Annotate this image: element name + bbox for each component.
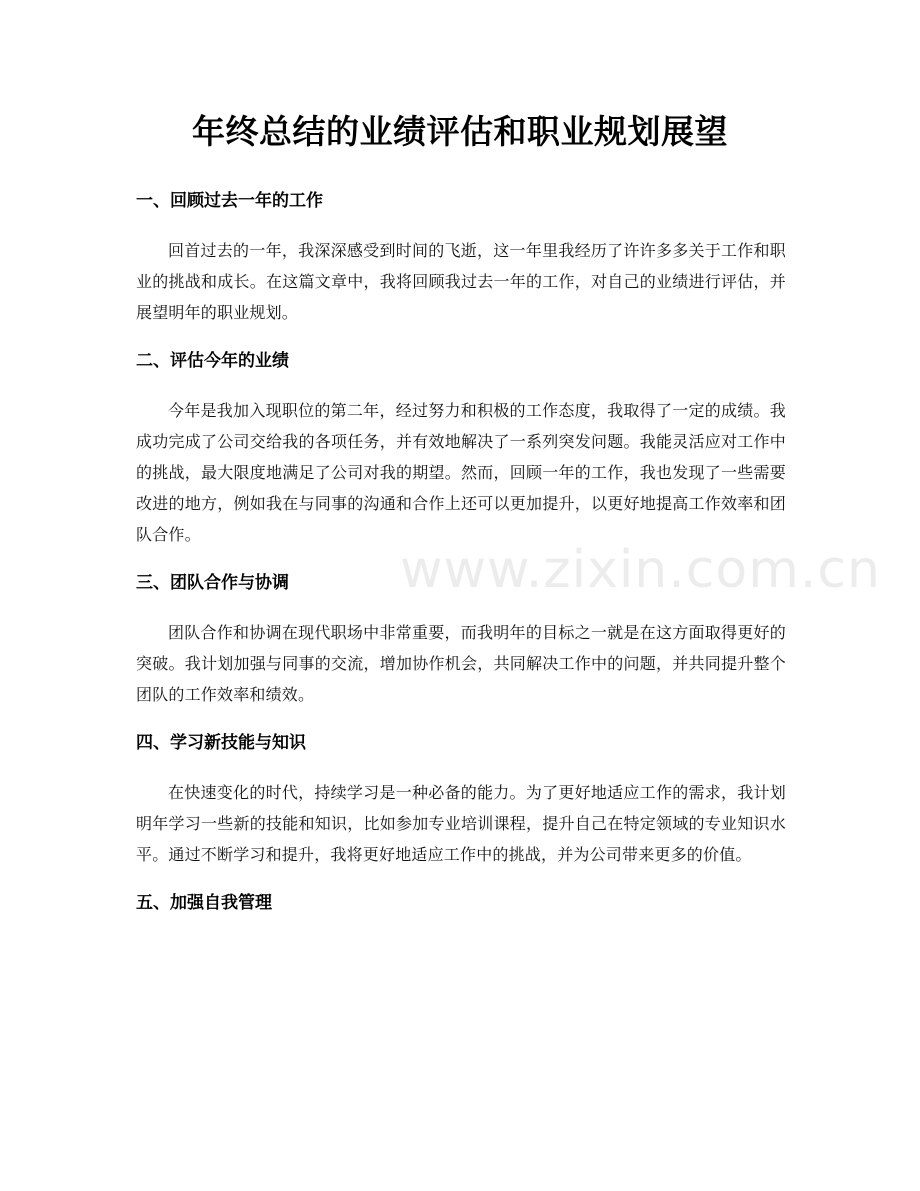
section-heading-1: 一、回顾过去一年的工作: [136, 191, 323, 211]
section-heading-3: 三、团队合作与协调: [136, 573, 289, 593]
section-paragraph-2: 今年是我加入现职位的第二年，经过努力和积极的工作态度，我取得了一定的成绩。我成功完成了公司交给我的各项任务，并有效地解决了一系列突发问题。我能灵活应对工作中的挑战，最大限度地满足了公司对我的期望。然而，回顾一年的工作，我也发现了一些需要改进的地方，例如我在与同事的沟通和合作上还可以更加提升，以更好地提高工作效率和团队合作。: [136, 401, 786, 544]
section-heading-2: 二、评估今年的业绩: [136, 351, 289, 371]
watermark: www.zixin.com.cn: [400, 540, 881, 600]
document-body: [136, 186, 786, 918]
section-heading-4: 四、学习新技能与知识: [136, 733, 306, 753]
section-paragraph-1: 回首过去的一年，我深深感受到时间的飞逝，这一年里我经历了许许多多关于工作和职业的挑战和成长。在这篇文章中，我将回顾我过去一年的工作，对自己的业绩进行评估，并展望明年的职业规划。: [136, 241, 786, 322]
section-heading-5: 五、加强自我管理: [136, 893, 272, 913]
section-paragraph-3: 团队合作和协调在现代职场中非常重要，而我明年的目标之一就是在这方面取得更好的突破。我计划加强与同事的交流，增加协作机会，共同解决工作中的问题，并共同提升整个团队的工作效率和绩效。: [136, 623, 786, 704]
section-paragraph-4: 在快速变化的时代，持续学习是一种必备的能力。为了更好地适应工作的需求，我计划明年学习一些新的技能和知识，比如参加专业培训课程，提升自己在特定领域的专业知识水平。通过不断学习和提升，我将更好地适应工作中的挑战，并为公司带来更多的价值。: [136, 783, 786, 864]
document-title: 年终总结的业绩评估和职业规划展望: [192, 112, 728, 151]
